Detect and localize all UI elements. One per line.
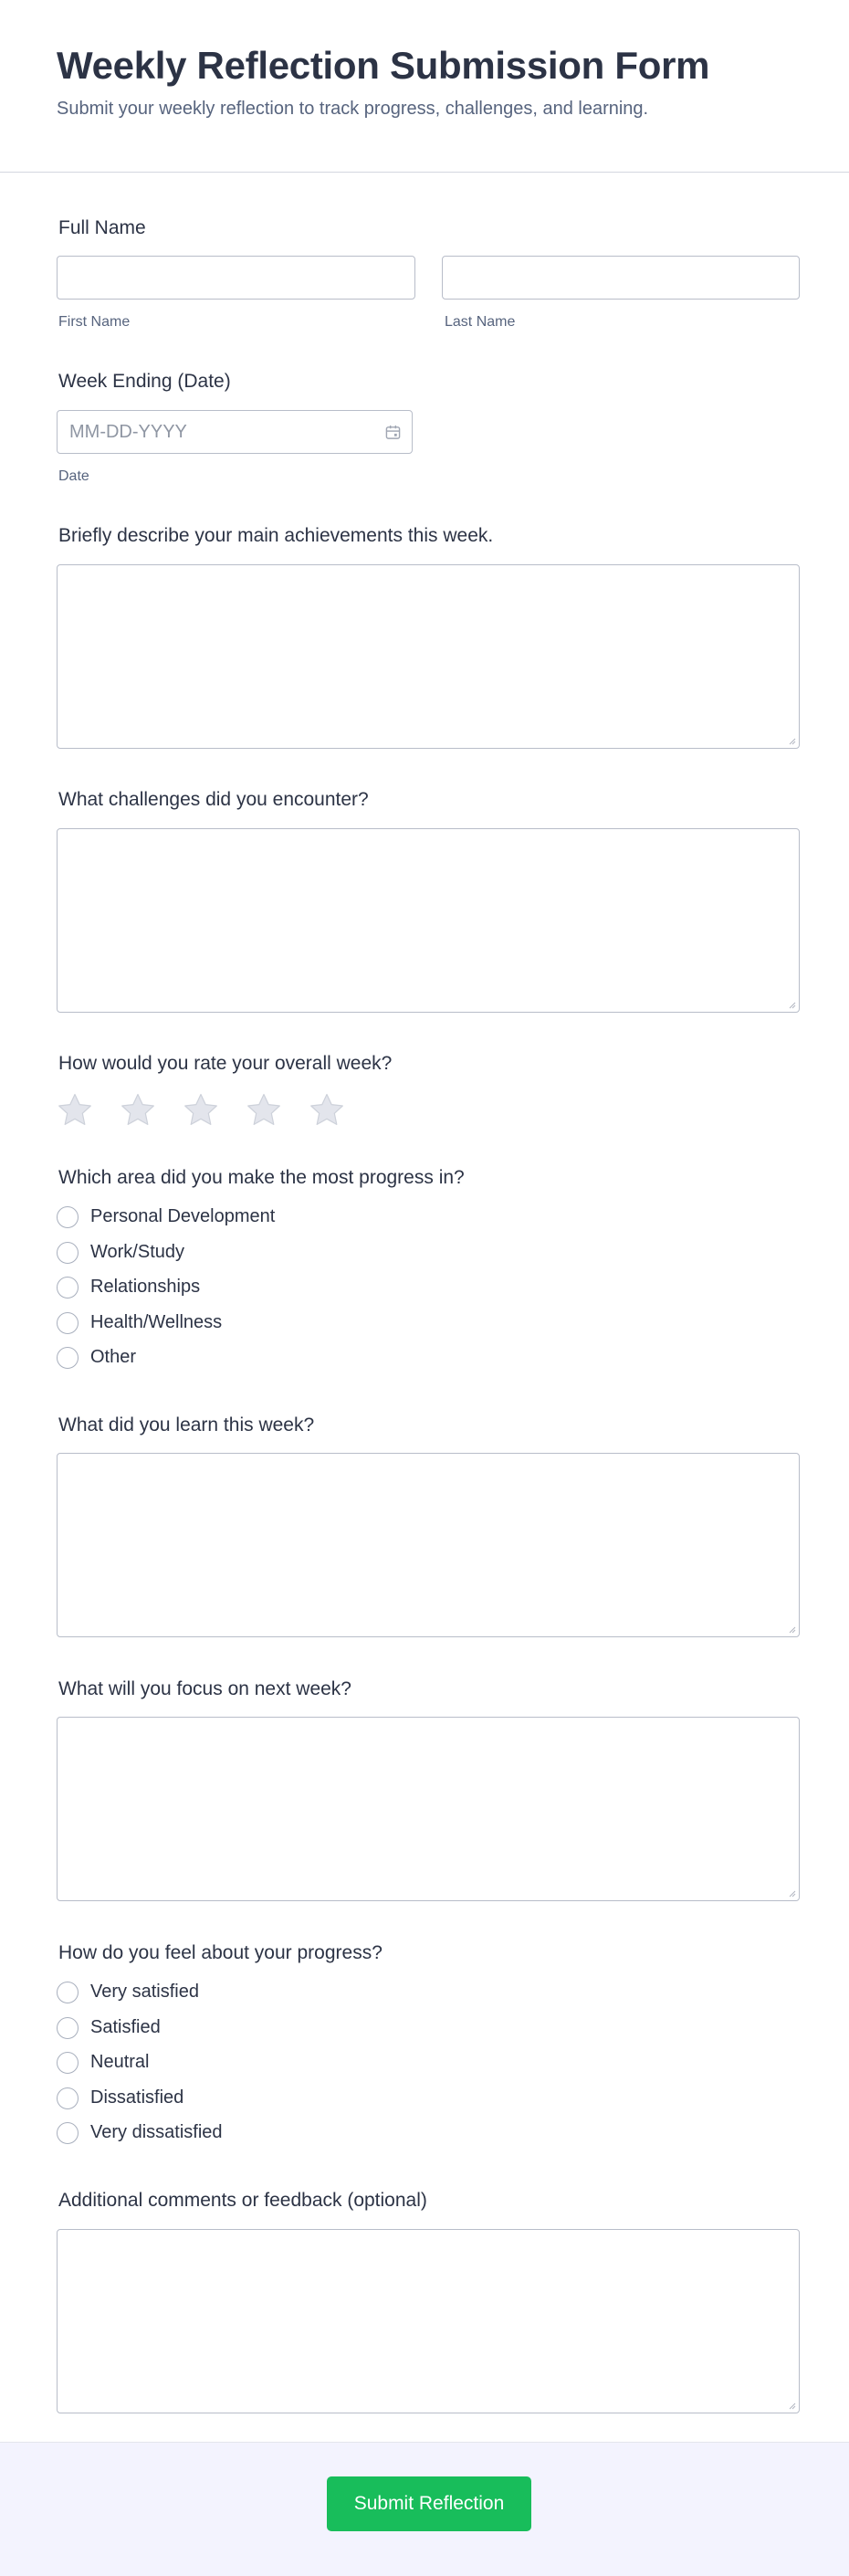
achievements-textarea[interactable] [57, 564, 800, 749]
star-icon[interactable] [246, 1092, 282, 1129]
comments-textarea[interactable] [57, 2229, 800, 2413]
star-icon[interactable] [309, 1092, 345, 1129]
form-title: Weekly Reflection Submission Form [57, 44, 710, 87]
form-subtitle: Submit your weekly reflection to track progress, challenges, and learning. [57, 99, 649, 119]
week-ending-date-input[interactable] [57, 410, 413, 454]
radio-button[interactable] [57, 1347, 79, 1369]
radio-label: Satisfied [90, 2016, 161, 2037]
radio-button[interactable] [57, 1982, 79, 2003]
radio-label: Relationships [90, 1277, 201, 1297]
first-name-input[interactable] [57, 256, 415, 300]
radio-label: Dissatisfied [90, 2087, 184, 2108]
radio-label: Very dissatisfied [90, 2122, 223, 2142]
radio-button[interactable] [57, 1277, 79, 1299]
last-name-input[interactable] [442, 256, 800, 300]
resize-grip-icon[interactable] [787, 1000, 796, 1009]
next-focus-textarea[interactable] [57, 1717, 800, 1901]
next-focus-label: What will you focus on next week? [58, 1678, 351, 1699]
resize-grip-icon[interactable] [787, 2401, 796, 2410]
radio-button[interactable] [57, 1206, 79, 1228]
radio-label: Personal Development [90, 1206, 276, 1226]
comments-label: Additional comments or feedback (optional) [58, 2190, 427, 2211]
radio-button[interactable] [57, 2087, 79, 2109]
radio-label: Work/Study [90, 1241, 184, 1262]
resize-grip-icon[interactable] [787, 1888, 796, 1898]
challenges-label: What challenges did you encounter? [58, 789, 369, 810]
feeling-label: How do you feel about your progress? [58, 1942, 383, 1963]
star-icon[interactable] [57, 1092, 93, 1129]
resize-grip-icon[interactable] [787, 736, 796, 745]
radio-label: Other [90, 1347, 137, 1367]
resize-grip-icon[interactable] [787, 1624, 796, 1634]
first-name-sublabel: First Name [58, 314, 131, 330]
rating-label: How would you rate your overall week? [58, 1053, 393, 1074]
learned-label: What did you learn this week? [58, 1414, 315, 1435]
radio-label: Neutral [90, 2052, 150, 2072]
date-sublabel: Date [58, 468, 89, 484]
radio-button[interactable] [57, 2122, 79, 2144]
form-footer [0, 2442, 849, 2576]
radio-button[interactable] [57, 1312, 79, 1334]
last-name-sublabel: Last Name [445, 314, 516, 330]
form-header [0, 0, 849, 173]
star-icon[interactable] [120, 1092, 156, 1129]
radio-button[interactable] [57, 1242, 79, 1264]
submit-button[interactable]: Submit Reflection [327, 2476, 531, 2531]
date-placeholder: MM-DD-YYYY [69, 422, 187, 442]
calendar-icon[interactable] [385, 425, 401, 440]
radio-button[interactable] [57, 2052, 79, 2074]
achievements-label: Briefly describe your main achievements this week. [58, 525, 494, 546]
full-name-label: Full Name [58, 217, 146, 238]
radio-label: Very satisfied [90, 1982, 199, 2002]
radio-button[interactable] [57, 2017, 79, 2039]
learned-textarea[interactable] [57, 1453, 800, 1637]
star-icon[interactable] [183, 1092, 219, 1129]
challenges-textarea[interactable] [57, 828, 800, 1013]
week-ending-label: Week Ending (Date) [58, 371, 231, 392]
radio-label: Health/Wellness [90, 1311, 223, 1332]
progress-area-label: Which area did you make the most progress in? [58, 1167, 465, 1188]
